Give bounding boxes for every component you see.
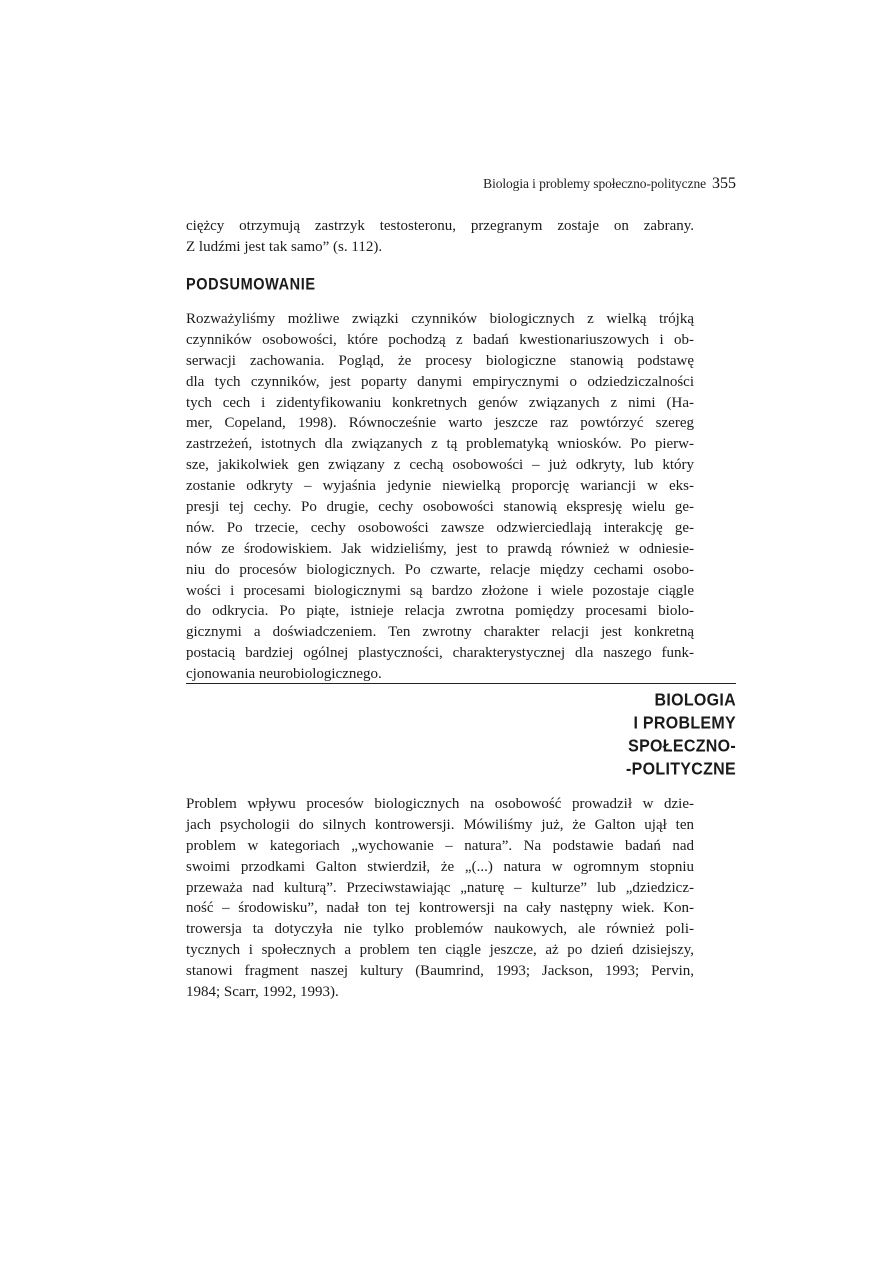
text-line: serwacji zachowania. Pogląd, że procesy biologiczne stanowią podstawę — [186, 352, 694, 369]
text-line: Problem wpływu procesów biologicznych na osobowość prowadził w dzie- — [186, 796, 694, 812]
text-line: ciężcy otrzymują zastrzyk testosteronu, przegranym zostaje on zabrany. — [186, 218, 694, 234]
text-line: przeważa nad kulturą”. Przeciwstawiając „naturę – kulturze” lub „dziedzicz- — [186, 879, 694, 896]
text-line: zastrzeżeń, istotnych dla związanych z tą problematyką wniosków. Po pierw- — [186, 436, 694, 453]
text-line: ność – środowisku”, nadał ton tej kontrowersji na cały następny wiek. Kon- — [186, 900, 694, 917]
text-line: cjonowania neurobiologicznego. — [186, 666, 382, 683]
text-line: presji tej cechy. Po drugie, cechy osobowości stanowią ekspresję wielu ge- — [186, 499, 694, 516]
text-line: nów ze środowiskiem. Jak widzieliśmy, jest to prawdą również w odniesie- — [186, 540, 694, 557]
section-heading-line: BIOLOGIA — [654, 691, 736, 710]
section-heading — [626, 689, 736, 781]
section-paragraph — [186, 794, 694, 1003]
text-line: do odkrycia. Po piąte, istnieje relacja zwrotna pomiędzy procesami biolo- — [186, 603, 694, 620]
continuation-paragraph — [186, 216, 694, 258]
running-header — [186, 175, 736, 193]
running-title: Biologia i problemy społeczno-polityczne — [483, 176, 706, 191]
text-line: Rozważyliśmy możliwe związki czynników biologicznych z wielką trójką — [186, 311, 694, 327]
text-line: problem w kategoriach „wychowanie – natura”. Na podstawie badań nad — [186, 837, 694, 854]
text-line: swoimi przodkami Galton stwierdził, że „(...) natura w ogromnym stopniu — [186, 858, 694, 875]
text-line: 1984; Scarr, 1992, 1993). — [186, 984, 339, 1001]
text-line: dla tych czynników, jest poparty danymi empirycznymi o odziedziczalności — [186, 373, 694, 390]
summary-heading: PODSUMOWANIE — [186, 276, 316, 294]
text-line: nów. Po trzecie, cechy osobowości zawsze odzwierciedlają interakcję ge- — [186, 519, 694, 536]
text-line: stanowi fragment naszej kultury (Baumrind, 1993; Jackson, 1993; Pervin, — [186, 963, 694, 980]
summary-paragraph — [186, 309, 694, 685]
text-line: czynników osobowości, które pochodzą z badań kwestionariuszowych i ob- — [186, 331, 694, 348]
text-line: postacią bardziej ogólnej plastyczności, charakterystycznej dla naszego funk- — [186, 645, 694, 662]
text-line: trowersja ta dotyczyła nie tylko problemów naukowych, ale również poli- — [186, 921, 694, 938]
text-line: tych cech i zidentyfikowaniu konkretnych genów związanych z nimi (Ha- — [186, 394, 694, 411]
text-line: mer, Copeland, 1998). Równocześnie warto jeszcze raz powtórzyć szereg — [186, 415, 694, 432]
section-divider — [186, 683, 736, 684]
section-heading-line: SPOŁECZNO- — [628, 737, 736, 756]
text-line: gicznymi a doświadczeniem. Ten zwrotny charakter relacji jest konkretną — [186, 624, 694, 641]
page-number: 355 — [712, 175, 736, 192]
text-line: niu do procesów biologicznych. Po czwarte, relacje między cechami osobo- — [186, 561, 694, 578]
text-line: jach psychologii do silnych kontrowersji. Mówiliśmy już, że Galton ujął ten — [186, 816, 694, 833]
section-heading-line: -POLITYCZNE — [626, 760, 736, 779]
section-heading-line: I PROBLEMY — [633, 714, 736, 733]
text-line: Z ludźmi jest tak samo” (s. 112). — [186, 238, 383, 255]
text-line: tycznych i społecznych a problem ten ciągle jeszcze, aż po dzień dzisiejszy, — [186, 942, 694, 959]
text-line: zostanie odkryty – wyjaśnia jedynie niewielką proporcję wariancji w eks- — [186, 478, 694, 495]
text-line: wości i procesami biologicznymi są bardzo złożone i wiele pozostaje ciągle — [186, 582, 694, 599]
text-line: sze, jakikolwiek gen związany z cechą osobowości – już odkryty, lub który — [186, 457, 694, 474]
